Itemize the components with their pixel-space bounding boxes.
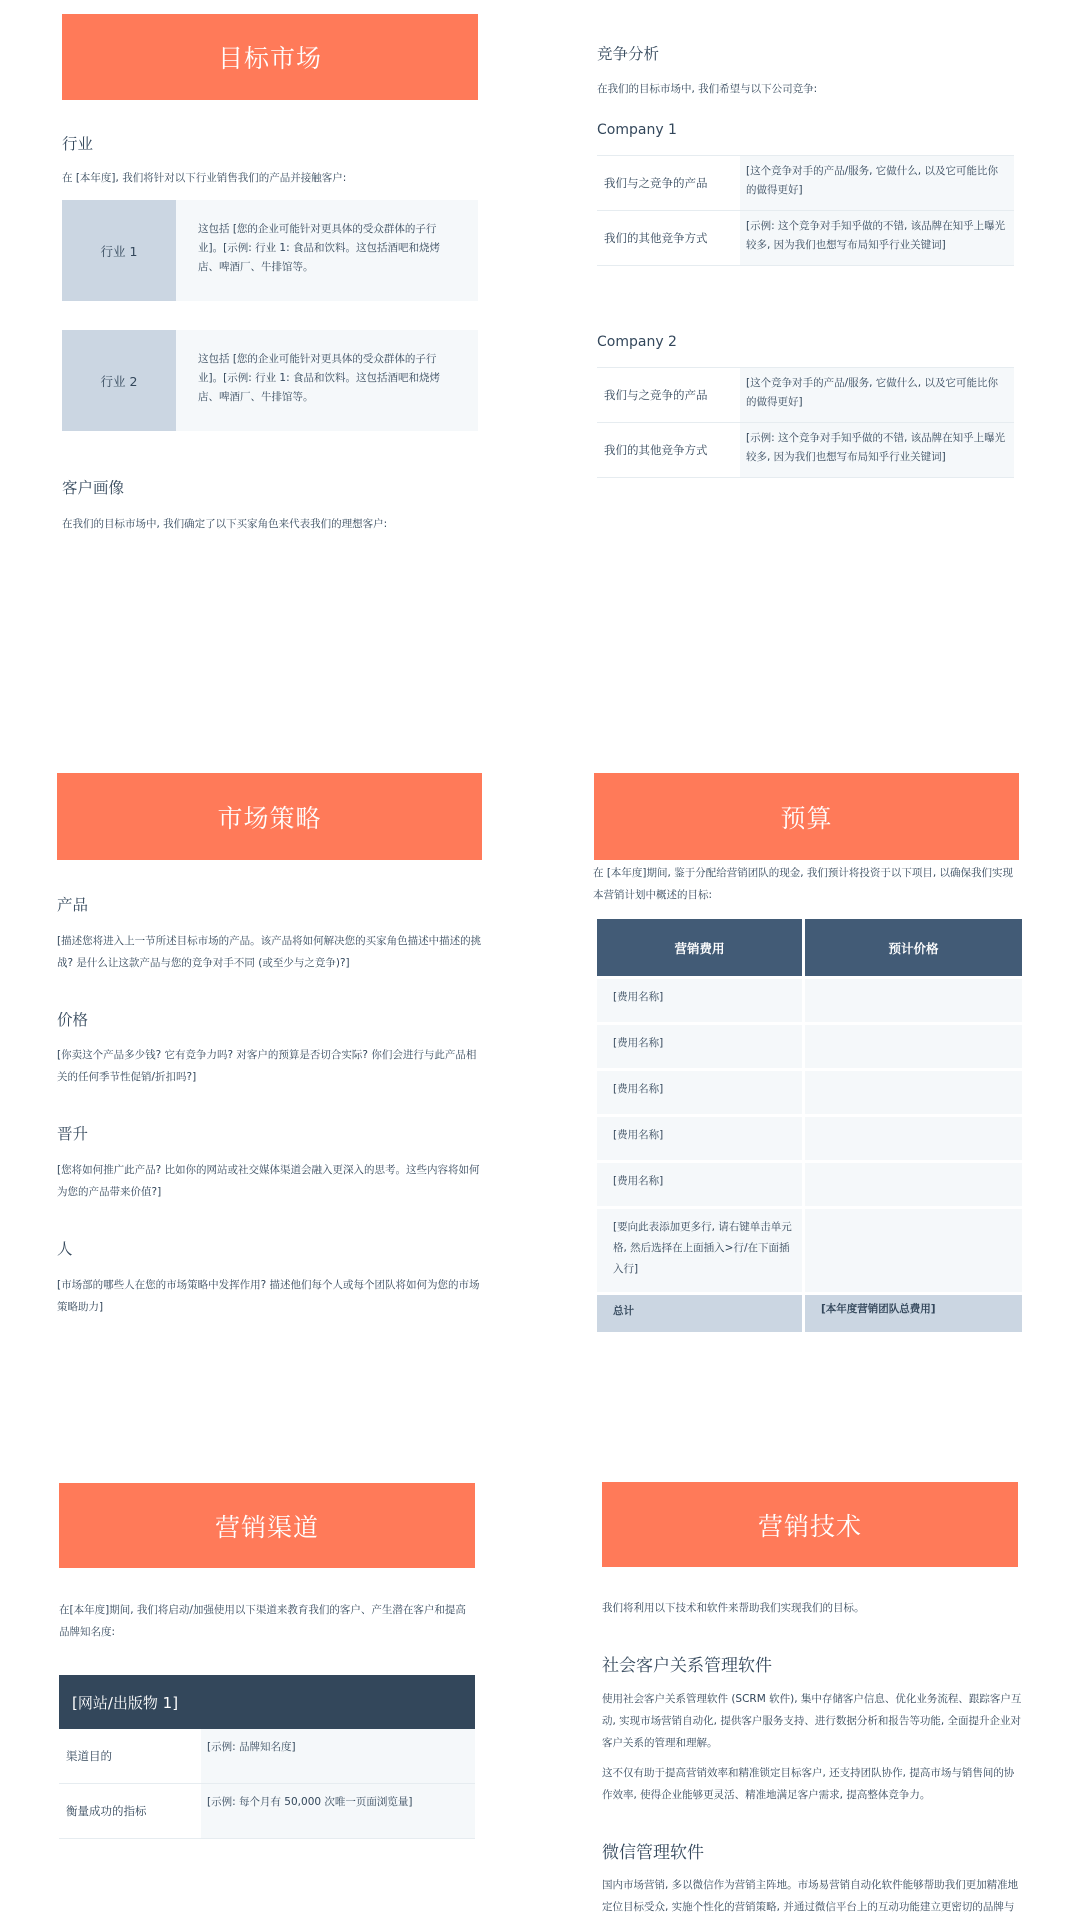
row-value: [这个竞争对手的产品/服务, 它做什么, 以及它可能比你的做得更好] (740, 156, 1014, 210)
row-value: [示例: 品牌知名度] (201, 1729, 475, 1783)
company-2-name: Company 2 (597, 334, 677, 350)
row-label: 我们与之竞争的产品 (604, 176, 708, 190)
price-text: [你卖这个产品多少钱? 它有竞争力吗? 对客户的预算是否切合实际? 你们会进行与此产品相关的任何季节性促销/折扣吗?] (57, 1049, 477, 1083)
target-market-banner (62, 14, 478, 100)
industry-label: 行业 2 (62, 330, 176, 431)
table-row (597, 1071, 1022, 1114)
persona-intro: 在我们的目标市场中, 我们确定了以下买家角色来代表我们的理想客户: (62, 518, 388, 530)
table-row (597, 423, 1014, 478)
budget-banner (594, 773, 1019, 860)
industry-text: 这包括 [您的企业可能针对更具体的受众群体的子行业]。[示例: 行业 1: 食品和饮料。这包括酒吧和烧烤店、啤酒厂、牛排馆等。 (198, 223, 440, 273)
expense-name: [费用名称] (597, 1071, 802, 1114)
col-estimated-price: 预计价格 (805, 919, 1022, 976)
industry-heading: 行业 (62, 135, 94, 153)
budget-table-header (597, 919, 1022, 976)
expense-price (805, 1025, 1022, 1068)
expense-price (805, 1163, 1022, 1206)
industry-label: 行业 1 (62, 200, 176, 301)
table-row (597, 1209, 1022, 1292)
people-heading: 人 (57, 1240, 73, 1258)
row-value: [示例: 这个竞争对手知乎做的不错, 该品牌在知乎上曝光较多, 因为我们也想写布局知乎行业关键词] (740, 211, 1014, 265)
row-label: 我们与之竞争的产品 (604, 388, 708, 402)
scrm-paragraph-2: 这不仅有助于提高营销效率和精准锁定目标客户, 还支持团队协作, 提高市场与销售间的协作效率, 使得企业能够更灵活、精准地满足客户需求, 提高整体竞争力。 (602, 1767, 1015, 1801)
promotion-text: [您将如何推广此产品? 比如你的网站或社交媒体渠道会融入更深入的思考。这些内容将如何为您的产品带来价值?] (57, 1164, 480, 1198)
col-marketing-expense: 营销费用 (597, 919, 802, 976)
table-row (597, 979, 1022, 1022)
channels-title: 营销渠道 (214, 1512, 319, 1542)
table-row (597, 1163, 1022, 1206)
channels-intro: 在[本年度]期间, 我们将启动/加强使用以下渠道来教育我们的客户、产生潜在客户和提高品牌知名度: (59, 1604, 466, 1638)
budget-table (597, 919, 1022, 1332)
persona-heading: 客户画像 (62, 479, 125, 497)
strategy-banner (57, 773, 482, 860)
row-label: 我们的其他竞争方式 (604, 443, 708, 457)
people-text: [市场部的哪些人在您的市场策略中发挥作用? 描述他们每个人或每个团队将如何为您的市场策略助力] (57, 1279, 480, 1313)
row-value: [这个竞争对手的产品/服务, 它做什么, 以及它可能比你的做得更好] (740, 368, 1014, 422)
company-2-table (597, 367, 1014, 478)
expense-name: [要向此表添加更多行, 请右键单击单元格, 然后选择在上面插入>行/在下面插入行] (597, 1209, 802, 1292)
scrm-heading: 社会客户关系管理软件 (602, 1656, 772, 1676)
industry-row-2 (62, 330, 478, 431)
price-heading: 价格 (57, 1011, 89, 1029)
company-1-name: Company 1 (597, 122, 677, 138)
industry-intro: 在 [本年度], 我们将针对以下行业销售我们的产品并接触客户: (62, 172, 347, 184)
row-value: [示例: 这个竞争对手知乎做的不错, 该品牌在知乎上曝光较多, 因为我们也想写布局知乎行业关键词] (740, 423, 1014, 477)
tech-title: 营销技术 (757, 1511, 862, 1541)
table-row (597, 211, 1014, 266)
expense-name: [费用名称] (597, 979, 802, 1022)
promotion-heading: 晋升 (57, 1125, 89, 1143)
industry-text: 这包括 [您的企业可能针对更具体的受众群体的子行业]。[示例: 行业 1: 食品和饮料。这包括酒吧和烧烤店、啤酒厂、牛排馆等。 (198, 353, 440, 403)
competition-heading: 竞争分析 (597, 45, 660, 63)
scrm-paragraph-1: 使用社会客户关系管理软件 (SCRM 软件), 集中存储客户信息、优化业务流程、跟踪客户互动, 实现市场营销自动化, 提供客户服务支持、进行数据分析和报告等功能, 全面提升企业对客户关系的管理和理解。 (602, 1693, 1022, 1749)
expense-price (805, 979, 1022, 1022)
table-row (597, 368, 1014, 423)
strategy-title: 市场策略 (217, 803, 322, 833)
tech-banner (602, 1482, 1018, 1567)
company-1-table (597, 155, 1014, 266)
row-label: 衡量成功的指标 (66, 1804, 147, 1818)
channels-banner (59, 1483, 475, 1568)
expense-name: [费用名称] (597, 1163, 802, 1206)
row-value: [示例: 每个月有 50,000 次唯一页面浏览量] (201, 1784, 475, 1838)
tech-intro: 我们将利用以下技术和软件来帮助我们实现我们的目标。 (602, 1602, 865, 1614)
expense-price (805, 1117, 1022, 1160)
channel-table-title: [网站/出版物 1] (59, 1675, 475, 1729)
expense-name: [费用名称] (597, 1117, 802, 1160)
row-label: 我们的其他竞争方式 (604, 231, 708, 245)
total-value: [本年度营销团队总费用] (805, 1295, 1022, 1332)
table-row (597, 156, 1014, 211)
table-row (597, 1025, 1022, 1068)
table-row (597, 1117, 1022, 1160)
total-row (597, 1295, 1022, 1332)
expense-price (805, 1071, 1022, 1114)
channel-table (59, 1675, 475, 1839)
row-label: 渠道目的 (66, 1749, 112, 1763)
wechat-paragraph: 国内市场营销, 多以微信作为营销主阵地。市场易营销自动化软件能够帮助我们更加精准地定位目标受众, 实施个性化的营销策略, 并通过微信平台上的互动功能建立更密切的品牌与 (602, 1879, 1019, 1913)
total-label: 总计 (597, 1295, 802, 1332)
competition-intro: 在我们的目标市场中, 我们希望与以下公司竞争: (597, 83, 818, 95)
industry-row-1 (62, 200, 478, 301)
product-heading: 产品 (57, 896, 89, 914)
product-text: [描述您将进入上一节所述目标市场的产品。该产品将如何解决您的买家角色描述中描述的挑战? 是什么让这款产品与您的竞争对手不同 (或至少与之竞争)?] (57, 935, 482, 969)
expense-name: [费用名称] (597, 1025, 802, 1068)
budget-title: 预算 (780, 803, 833, 833)
wechat-heading: 微信管理软件 (602, 1843, 704, 1863)
table-row (59, 1784, 475, 1839)
table-row (59, 1729, 475, 1784)
expense-price (805, 1209, 1022, 1292)
budget-intro: 在 [本年度]期间, 鉴于分配给营销团队的现金, 我们预计将投资于以下项目, 以确保我们实现本营销计划中概述的目标: (593, 867, 1014, 901)
target-market-title: 目标市场 (217, 44, 322, 73)
